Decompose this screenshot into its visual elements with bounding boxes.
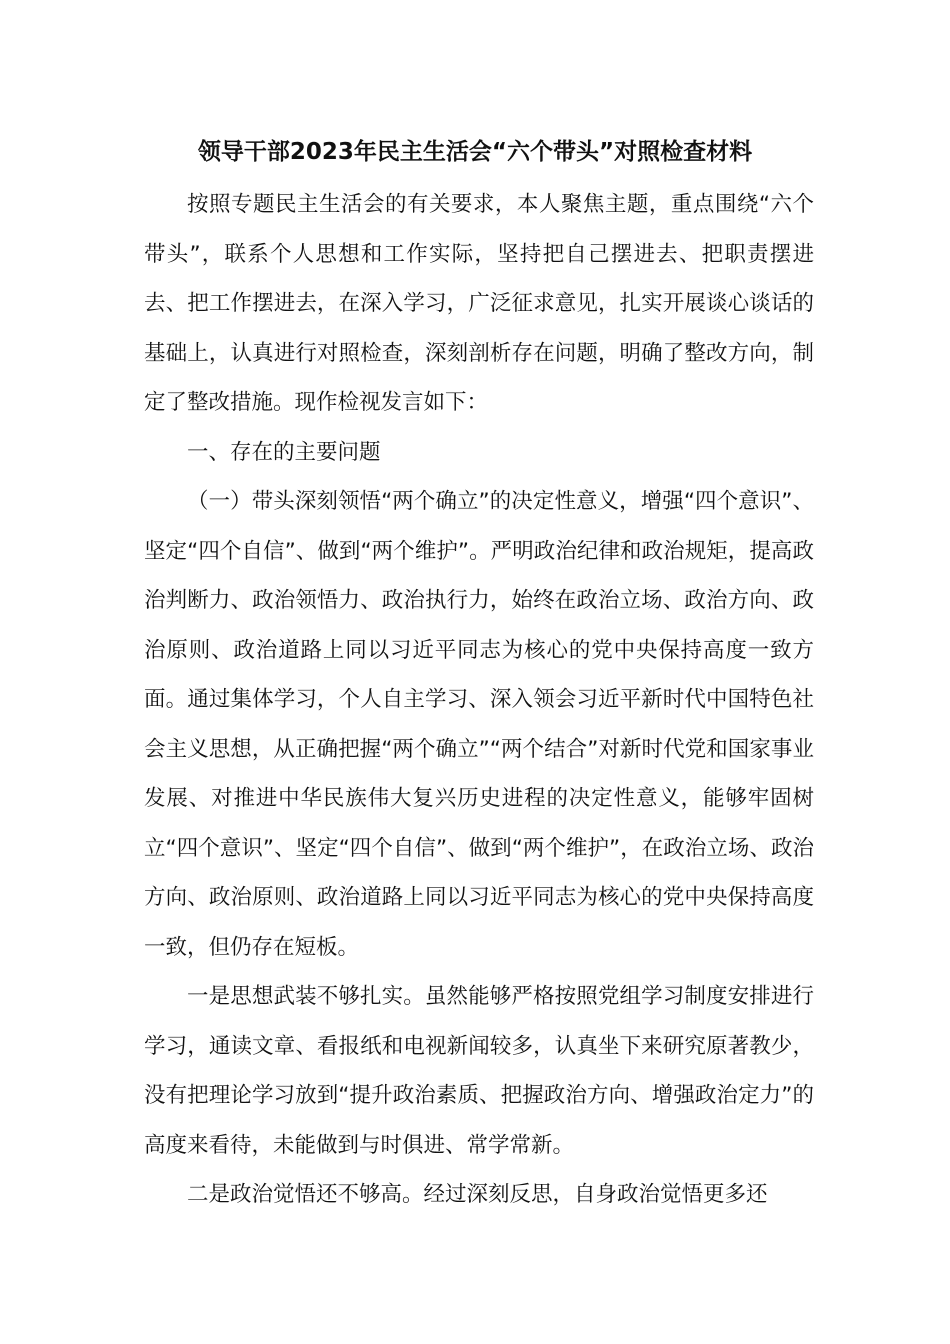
- paragraph-first-issue: 一是思想武装不够扎实。虽然能够严格按照党组学习制度安排进行学习，通读文章、看报纸和电视新闻较多，认真坐下来研究原著教少，没有把理论学习放到“提升政治素质、把握政治方向、增强政治定力”的高度来看待，未能做到与时俱进、常学常新。: [144, 984, 814, 1158]
- document-title: 领导干部2023年民主生活会“六个带头”对照检查材料: [197, 139, 753, 165]
- section-heading-main-problems: 一、存在的主要问题: [187, 439, 381, 465]
- paragraph-point-one: （一）带头深刻领悟“两个确立”的决定性意义，增强“四个意识”、坚定“四个自信”、做到“两个维护”。严明政治纪律和政治规矩，提高政治判断力、政治领悟力、政治执行力，始终在政治立场、政治方向、政治原则、政治道路上同以习近平同志为核心的党中央保持高度一致方面。通过集体学习，个人自主学习、深入领会习近平新时代中国特色社会主义思想，从正确把握“两个确立”“两个结合”对新时代党和国家事业发展、对推进中华民族伟大复兴历史进程的决定性意义，能够牢固树立“四个意识”、坚定“四个自信”、做到“两个维护”，在政治立场、政治方向、政治原则、政治道路上同以习近平同志为核心的党中央保持高度一致，但仍存在短板。: [144, 489, 814, 960]
- paragraph-intro: 按照专题民主生活会的有关要求，本人聚焦主题，重点围绕“六个带头”，联系个人思想和工作实际，坚持把自己摆进去、把职责摆进去、把工作摆进去，在深入学习，广泛征求意见，扎实开展谈心谈话的基础上，认真进行对照检查，深刻剖析存在问题，明确了整改方向，制定了整改措施。现作检视发言如下：: [144, 192, 814, 415]
- document-body: [144, 180, 814, 1220]
- paragraph-second-issue: 二是政治觉悟还不够高。经过深刻反思，自身政治觉悟更多还: [187, 1182, 768, 1207]
